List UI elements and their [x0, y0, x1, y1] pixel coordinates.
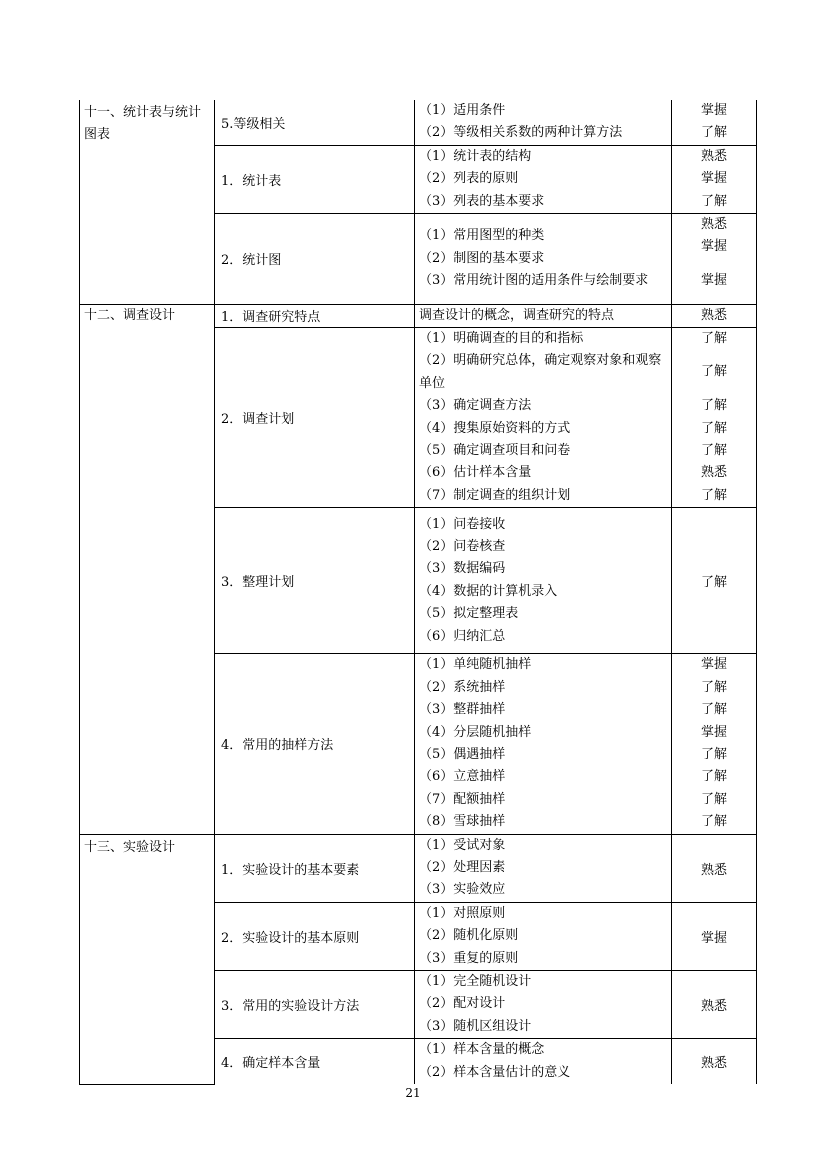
content-item: （5）偶遇抽样	[419, 746, 506, 762]
content-item: （4）数据的计算机录入	[419, 583, 558, 599]
content-item: （1）样本含量的概念	[419, 1042, 545, 1058]
level-value: 掌握	[700, 272, 727, 288]
content-cell	[415, 214, 672, 305]
chapter-cell: 十一、统计表与统计图表	[80, 100, 215, 304]
content-item: （1）单纯随机抽样	[419, 657, 532, 673]
content-cell	[415, 970, 672, 1038]
table-row	[80, 304, 757, 327]
level-value: 掌握	[700, 171, 727, 187]
level-value: 掌握	[700, 103, 727, 118]
content-item: （2）处理因素	[419, 859, 506, 875]
content-item: （2）配对设计	[419, 996, 506, 1012]
level-value: 熟悉	[700, 148, 727, 164]
chapter-cell: 十二、调查设计	[80, 304, 215, 834]
level-value: 了解	[700, 125, 727, 141]
section-cell: 3．常用的实验设计方法	[215, 970, 415, 1038]
content-item: （5）拟定整理表	[419, 606, 519, 622]
content-item: （2）明确研究总体，确定观察对象和观察单位	[419, 353, 662, 391]
level-cell: 熟悉	[672, 970, 757, 1038]
level-value: 掌握	[700, 657, 727, 673]
level-cell	[672, 328, 757, 508]
level-value: 了解	[700, 420, 727, 436]
content-cell	[415, 304, 672, 327]
content-item: （1）常用图型的种类	[419, 228, 545, 244]
content-item: （6）估计样本含量	[419, 465, 532, 481]
content-cell	[415, 145, 672, 213]
content-item: （1）统计表的结构	[419, 148, 532, 164]
content-item: （6）归纳汇总	[419, 628, 506, 644]
level-cell	[672, 654, 757, 834]
content-item: （3）常用统计图的适用条件与绘制要求	[419, 273, 649, 289]
content-item: （4）搜集原始资料的方式	[419, 420, 571, 436]
level-value: 了解	[700, 487, 727, 503]
chapter-cell: 十三、实验设计	[80, 834, 215, 1084]
level-value: 了解	[700, 364, 727, 380]
level-value: 掌握	[700, 724, 727, 740]
section-cell: 1．调查研究特点	[215, 304, 415, 327]
syllabus-table	[79, 100, 757, 1085]
content-item: （2）系统抽样	[419, 679, 506, 695]
section-cell: 3．整理计划	[215, 508, 415, 654]
content-item: （2）列表的原则	[419, 171, 519, 187]
content-item: （3）随机区组设计	[419, 1018, 532, 1034]
content-item: （7）配额抽样	[419, 791, 506, 807]
section-cell: 2．实验设计的基本原则	[215, 902, 415, 970]
content-cell	[415, 834, 672, 902]
content-item: 调查设计的概念，调查研究的特点	[419, 307, 615, 323]
level-value: 掌握	[700, 239, 727, 255]
level-value: 了解	[700, 814, 727, 830]
section-cell: 1．实验设计的基本要素	[215, 834, 415, 902]
content-item: （3）确定调查方法	[419, 398, 532, 414]
content-item: （3）列表的基本要求	[419, 193, 545, 209]
level-value: 熟悉	[700, 307, 727, 323]
level-value: 了解	[700, 443, 727, 459]
content-item: （1）明确调查的目的和指标	[419, 331, 584, 347]
content-item: （2）等级相关系数的两种计算方法	[419, 125, 623, 141]
level-value: 了解	[700, 331, 727, 347]
level-cell: 了解	[672, 508, 757, 654]
level-value: 了解	[700, 398, 727, 414]
content-item: （1）完全随机设计	[419, 973, 532, 989]
content-item: （3）整群抽样	[419, 702, 506, 718]
content-item: （4）分层随机抽样	[419, 724, 532, 740]
content-item: （1）适用条件	[419, 103, 506, 118]
level-value: 了解	[700, 791, 727, 807]
level-cell	[672, 100, 757, 145]
level-value: 了解	[700, 702, 727, 718]
content-item: （2）样本含量估计的意义	[419, 1064, 571, 1080]
section-cell: 1．统计表	[215, 145, 415, 213]
content-item: （1）对照原则	[419, 905, 506, 921]
level-value: 了解	[700, 769, 727, 785]
content-item: （2）制图的基本要求	[419, 250, 545, 266]
content-item: （8）雪球抽样	[419, 814, 506, 830]
content-item: （3）实验效应	[419, 882, 506, 898]
content-item: （1）受试对象	[419, 837, 506, 853]
table-row	[80, 100, 757, 145]
level-value: 熟悉	[700, 217, 727, 233]
table-row	[80, 834, 757, 902]
content-item: （1）问卷接收	[419, 516, 506, 532]
content-cell	[415, 1039, 672, 1084]
content-cell	[415, 328, 672, 508]
content-item: （6）立意抽样	[419, 769, 506, 785]
section-cell: 5.等级相关	[215, 100, 415, 145]
content-item: （7）制定调查的组织计划	[419, 487, 571, 503]
level-value: 了解	[700, 193, 727, 209]
content-item: （2）随机化原则	[419, 928, 519, 944]
section-cell: 4．确定样本含量	[215, 1039, 415, 1084]
level-value: 熟悉	[700, 465, 727, 481]
content-cell	[415, 100, 672, 145]
level-value: 了解	[700, 679, 727, 695]
level-cell: 掌握	[672, 902, 757, 970]
content-item: （3）数据编码	[419, 561, 506, 577]
content-item: （3）重复的原则	[419, 950, 519, 966]
level-cell	[672, 145, 757, 213]
page-number: 21	[405, 1086, 421, 1100]
section-cell: 2．调查计划	[215, 328, 415, 508]
content-item: （2）问卷核查	[419, 538, 506, 554]
level-cell	[672, 214, 757, 305]
section-cell: 2．统计图	[215, 214, 415, 305]
level-value: 了解	[700, 746, 727, 762]
content-cell	[415, 654, 672, 834]
level-cell: 熟悉	[672, 1039, 757, 1084]
content-cell	[415, 902, 672, 970]
level-cell: 熟悉	[672, 834, 757, 902]
level-cell	[672, 304, 757, 327]
content-cell	[415, 508, 672, 654]
content-item: （5）确定调查项目和问卷	[419, 443, 571, 459]
section-cell: 4．常用的抽样方法	[215, 654, 415, 834]
